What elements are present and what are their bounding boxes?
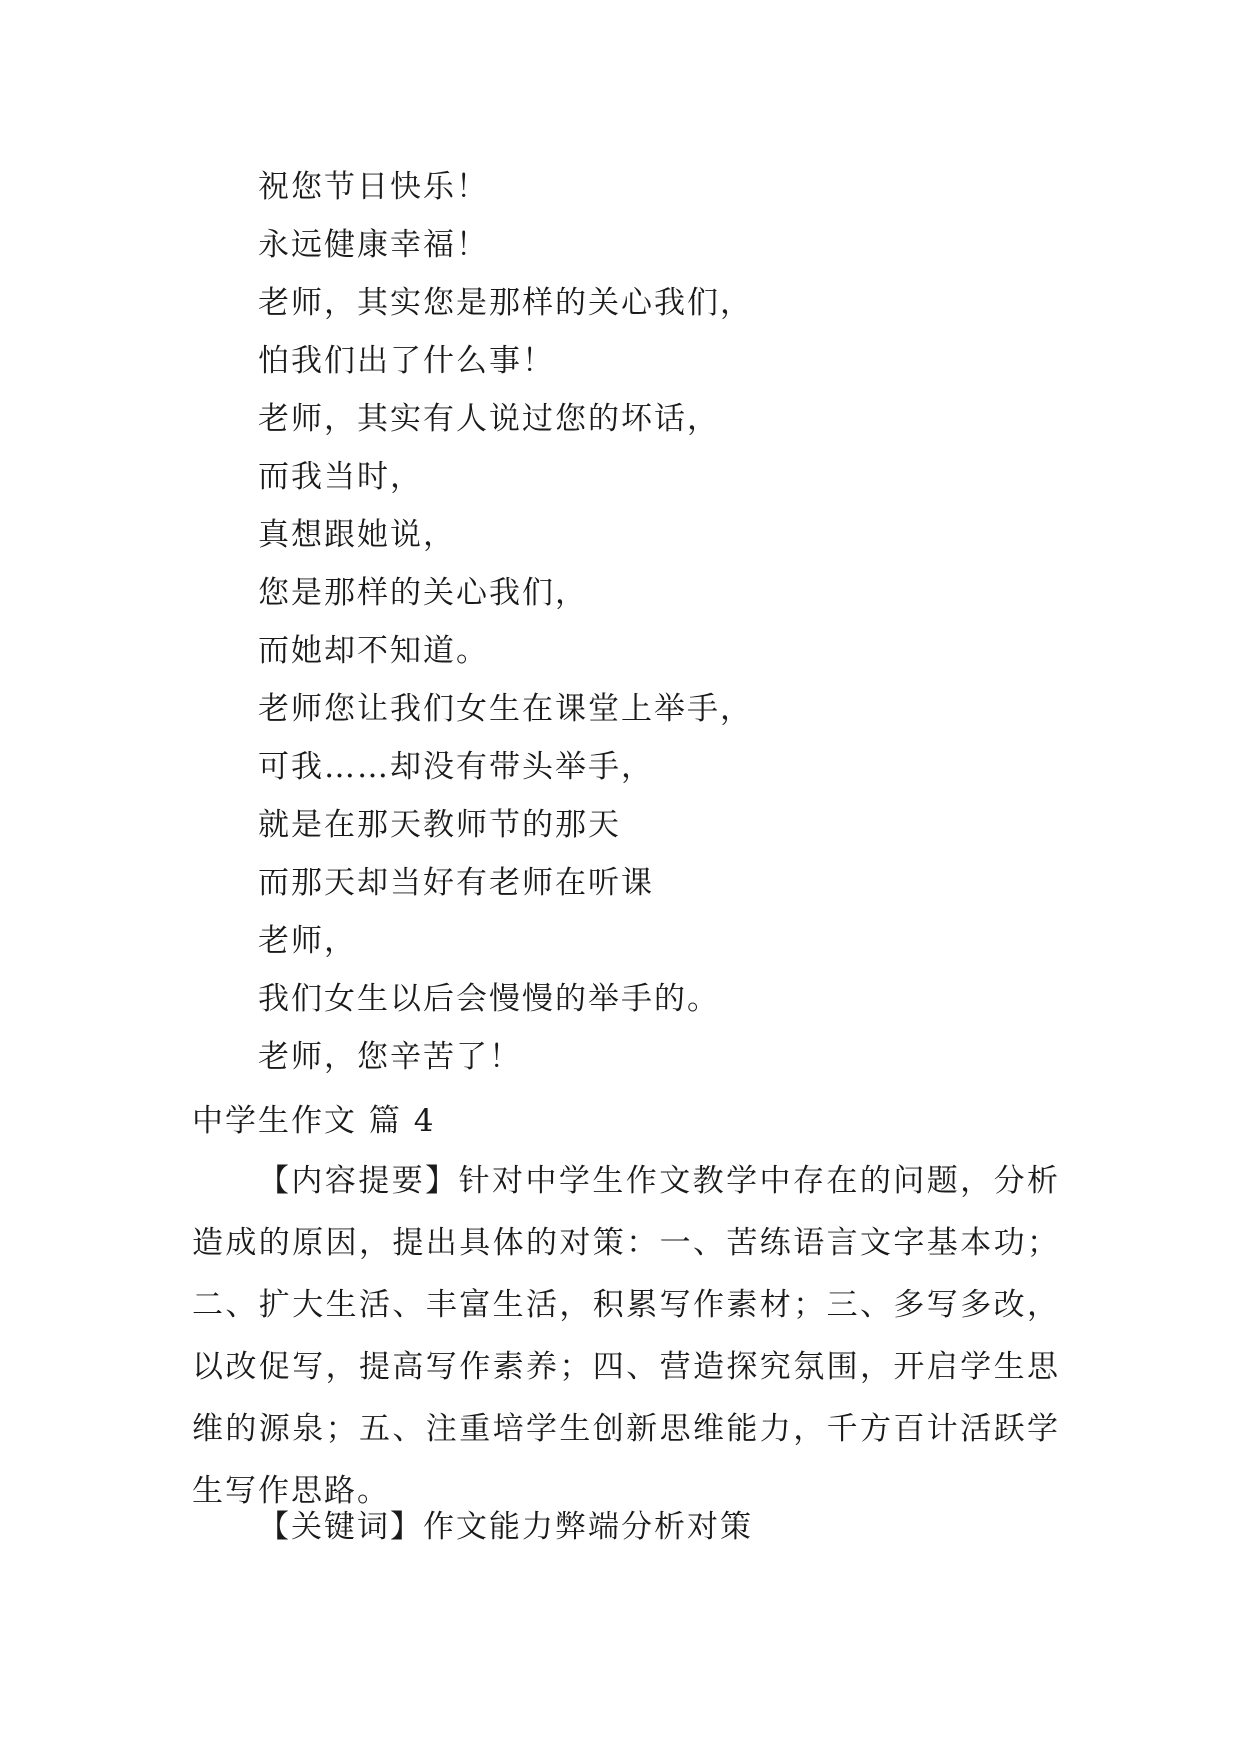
poem xyxy=(258,158,753,1086)
poem-line: 可我……却没有带头举手， xyxy=(258,749,654,785)
section-heading: 中学生作文 篇 4 xyxy=(192,1103,436,1139)
poem-line: 而她却不知道。 xyxy=(258,633,489,669)
poem-line: 就是在那天教师节的那天 xyxy=(258,807,621,843)
keywords-paragraph: 【关键词】作文能力弊端分析对策 xyxy=(258,1509,753,1545)
poem-line: 我们女生以后会慢慢的举手的。 xyxy=(258,981,720,1017)
poem-line: 老师， xyxy=(258,923,357,959)
poem-line: 老师，您辛苦了！ xyxy=(258,1039,522,1075)
poem-line: 真想跟她说， xyxy=(258,517,456,553)
poem-line: 祝您节日快乐！ xyxy=(258,169,489,205)
poem-line: 而我当时， xyxy=(258,459,423,495)
abstract-paragraph: 【内容提要】针对中学生作文教学中存在的问题，分析造成的原因，提出具体的对策：一、苦练语言文字基本功；二、扩大生活、丰富生活，积累写作素材；三、多写多改，以改促写，提高写作素养；四、营造探究氛围，开启学生思维的源泉；五、注重培学生创新思维能力，千方百计活跃学生写作思路。 xyxy=(192,1163,1060,1509)
poem-line: 老师，其实您是那样的关心我们， xyxy=(258,285,753,321)
poem-line: 老师，其实有人说过您的坏话， xyxy=(258,401,720,437)
poem-line: 怕我们出了什么事！ xyxy=(258,343,555,379)
poem-line: 而那天却当好有老师在听课 xyxy=(258,865,654,901)
poem-line: 您是那样的关心我们， xyxy=(258,575,588,611)
poem-line: 永远健康幸福！ xyxy=(258,227,489,263)
poem-line: 老师您让我们女生在课堂上举手， xyxy=(258,691,753,727)
